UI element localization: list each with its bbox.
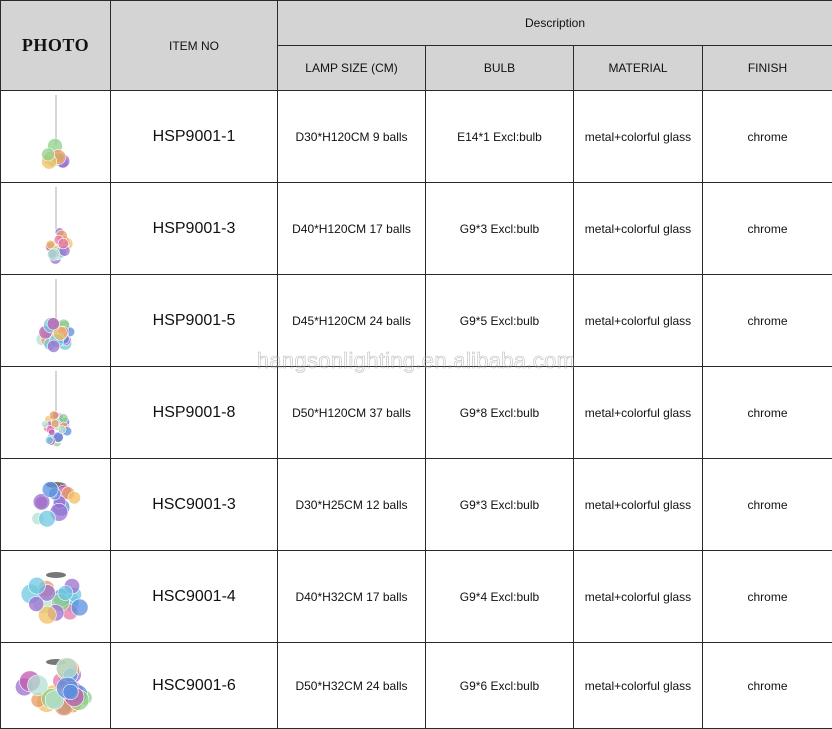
pendant-lamp-17-balls-icon	[8, 187, 104, 271]
pendant-lamp-24-balls-icon	[8, 279, 104, 363]
bulb-cell: G9*5 Excl:bulb	[426, 275, 574, 367]
watermark: hangsonlighting.en.alibaba.com	[0, 348, 832, 374]
table-row	[1, 459, 832, 551]
ceiling-lamp-17-balls-icon	[8, 555, 104, 639]
header-item-no: ITEM NO	[111, 1, 278, 91]
material-cell: metal+colorful glass	[574, 275, 703, 367]
header-finish: FINISH	[703, 46, 832, 91]
material-cell: metal+colorful glass	[574, 91, 703, 183]
header-lamp-size: LAMP SIZE (CM)	[278, 46, 426, 91]
finish-cell: chrome	[703, 459, 832, 551]
product-photo	[1, 91, 111, 183]
product-photo	[1, 459, 111, 551]
finish-cell: chrome	[703, 183, 832, 275]
table-body	[1, 91, 832, 729]
bulb-cell: G9*3 Excl:bulb	[426, 183, 574, 275]
finish-cell: chrome	[703, 367, 832, 459]
product-photo	[1, 183, 111, 275]
lamp-size-cell: D30*H120CM 9 balls	[278, 91, 426, 183]
table-row	[1, 551, 832, 643]
item-no-cell: HSC9001-3	[111, 459, 278, 551]
lamp-size-cell: D50*H120CM 37 balls	[278, 367, 426, 459]
table-row	[1, 275, 832, 367]
header-material: MATERIAL	[574, 46, 703, 91]
material-cell: metal+colorful glass	[574, 643, 703, 729]
bulb-cell: G9*4 Excl:bulb	[426, 551, 574, 643]
product-photo	[1, 551, 111, 643]
material-cell: metal+colorful glass	[574, 183, 703, 275]
table-row	[1, 643, 832, 729]
lamp-size-cell: D30*H25CM 12 balls	[278, 459, 426, 551]
material-cell: metal+colorful glass	[574, 367, 703, 459]
item-no-cell: HSP9001-8	[111, 367, 278, 459]
table-row	[1, 367, 832, 459]
item-no-cell: HSP9001-3	[111, 183, 278, 275]
table-row	[1, 91, 832, 183]
header-description: Description	[278, 1, 832, 46]
finish-cell: chrome	[703, 551, 832, 643]
product-photo	[1, 275, 111, 367]
lamp-size-cell: D45*H120CM 24 balls	[278, 275, 426, 367]
material-cell: metal+colorful glass	[574, 459, 703, 551]
lamp-size-cell: D50*H32CM 24 balls	[278, 643, 426, 729]
bulb-cell: E14*1 Excl:bulb	[426, 91, 574, 183]
finish-cell: chrome	[703, 275, 832, 367]
bulb-cell: G9*8 Excl:bulb	[426, 367, 574, 459]
pendant-lamp-37-balls-icon	[8, 371, 104, 455]
item-no-cell: HSP9001-5	[111, 275, 278, 367]
item-no-cell: HSC9001-6	[111, 643, 278, 729]
item-no-cell: HSP9001-1	[111, 91, 278, 183]
finish-cell: chrome	[703, 643, 832, 729]
lamp-size-cell: D40*H32CM 17 balls	[278, 551, 426, 643]
lamp-size-cell: D40*H120CM 17 balls	[278, 183, 426, 275]
ceiling-lamp-24-balls-icon	[8, 644, 104, 728]
table-row	[1, 183, 832, 275]
bulb-cell: G9*6 Excl:bulb	[426, 643, 574, 729]
item-no-cell: HSC9001-4	[111, 551, 278, 643]
ceiling-lamp-12-balls-icon	[8, 463, 104, 547]
bulb-cell: G9*3 Excl:bulb	[426, 459, 574, 551]
header-photo: PHOTO	[1, 1, 111, 91]
finish-cell: chrome	[703, 91, 832, 183]
product-photo	[1, 643, 111, 729]
material-cell: metal+colorful glass	[574, 551, 703, 643]
product-photo	[1, 367, 111, 459]
pendant-lamp-9-balls-icon	[8, 95, 104, 179]
header-bulb: BULB	[426, 46, 574, 91]
